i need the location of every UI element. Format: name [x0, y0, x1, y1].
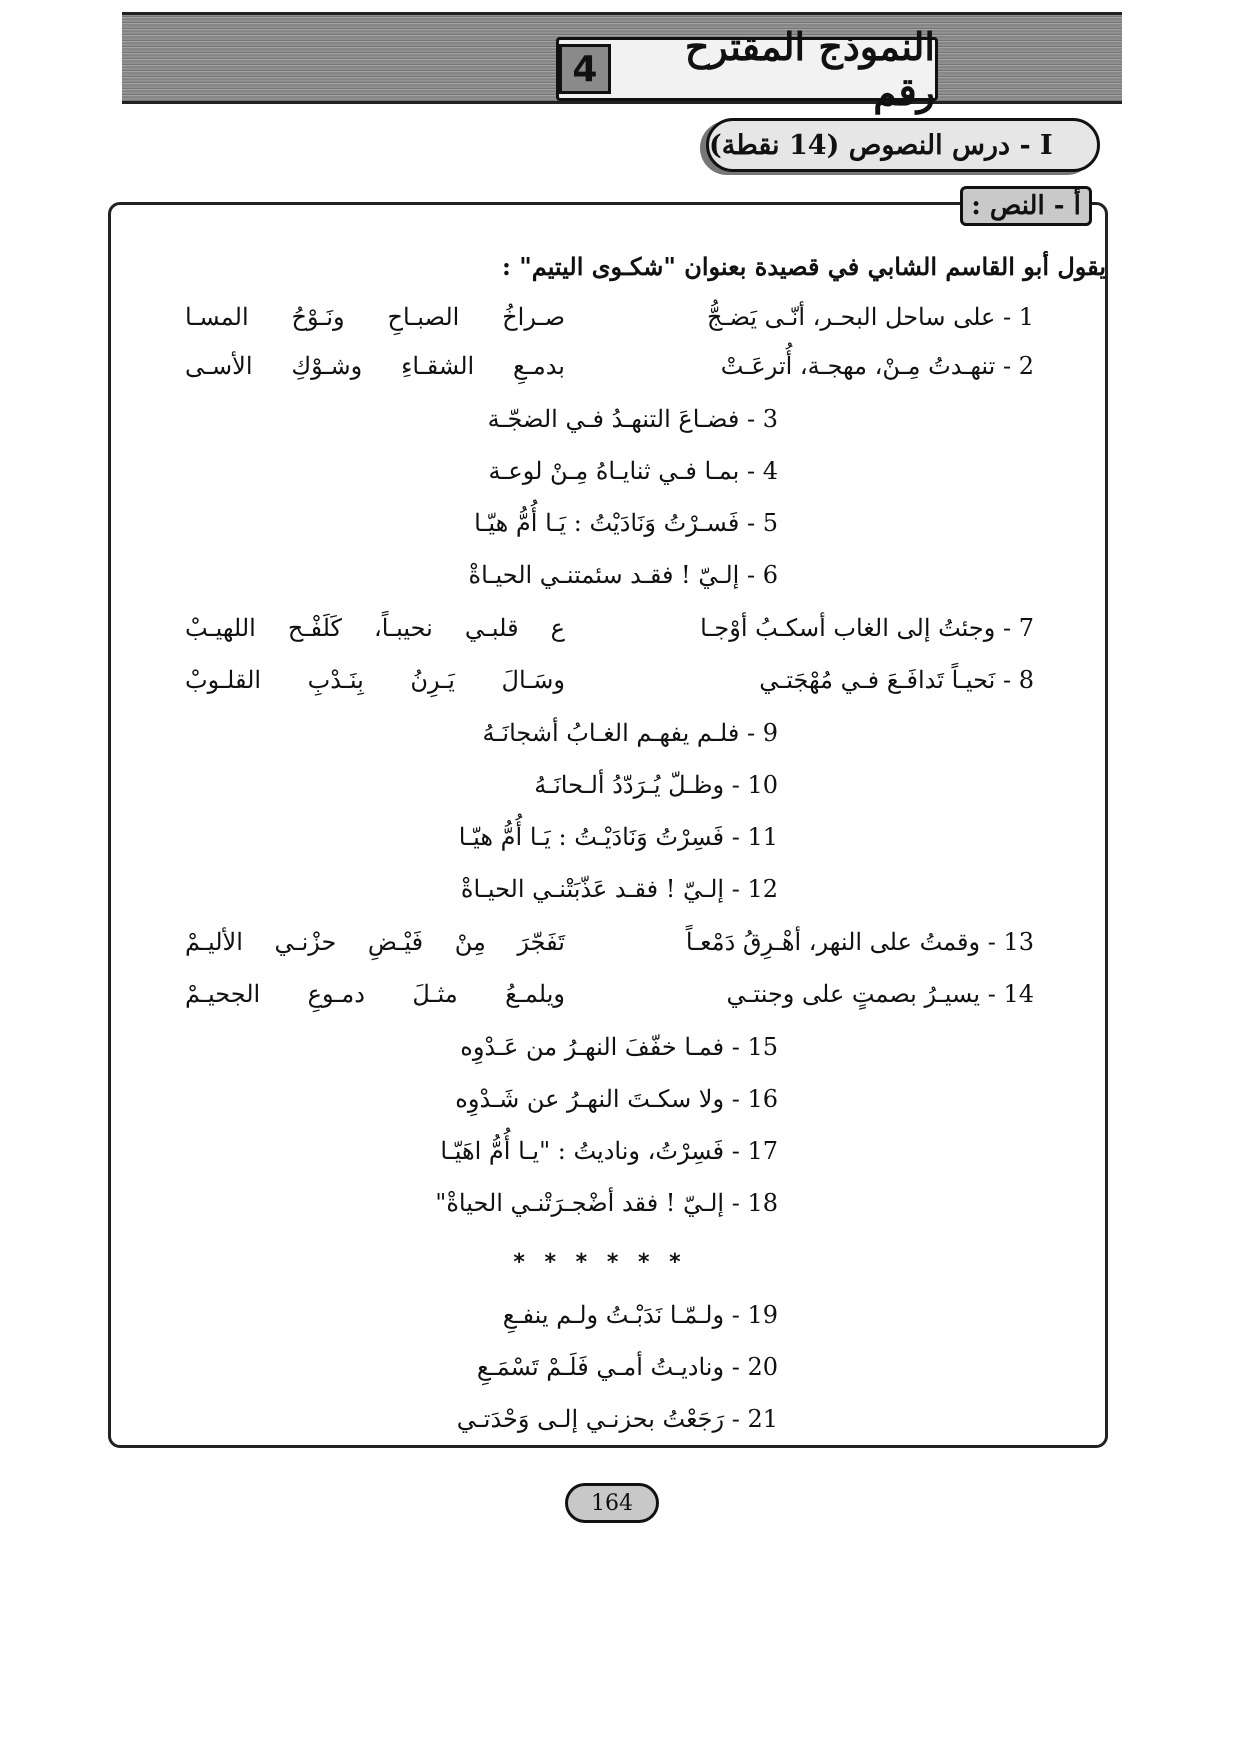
verse-19: 19 - ولـمّـا نَدَبْـتُ ولـم ينفـعِ — [502, 1301, 778, 1329]
verse-7-second: ع قلبـي نحيبـاً، كَلَفْـح اللهيـبْ — [185, 614, 565, 642]
verse-2-first: 2 - تنهـدتُ مِـنْ، مهجـة، أُترعَـتْ — [720, 352, 1034, 380]
verse-11: 11 - فَسِرْتُ وَنَادَيْـتُ : يَـا أُمُّ هيّـا — [458, 823, 778, 851]
verse-13-first: 13 - وقمتُ على النهر، أهْـرِقُ دَمْعـاً — [685, 928, 1034, 956]
verse-9: 9 - فلـم يفهـم الغـابُ أشجانَـهُ — [482, 719, 778, 747]
verse-20: 20 - وناديـتُ أمـي فَلَـمْ تَسْمَـعِ — [476, 1353, 778, 1381]
verse-14-second: ويلمـعُ مثـلَ دمـوعِ الجحيـمْ — [185, 980, 565, 1008]
verse-10: 10 - وظـلّ يُـرَدّدُ ألـحانَـهُ — [534, 771, 778, 799]
verse-13-second: تَفَجّرَ مِنْ فَيْـضِ حزْنـي الأليـمْ — [185, 928, 565, 956]
verse-16: 16 - ولا سكـتَ النهـرُ عن شَـدْوِه — [455, 1085, 778, 1113]
header-title-box — [556, 24, 938, 114]
verse-18: 18 - إلـيّ ! فقد أضْجـرَتْنـي الحياةْ" — [435, 1189, 778, 1217]
verse-1-first: 1 - على ساحل البحـر، أنّـى يَضـجُّ — [707, 303, 1034, 331]
verse-7-first: 7 - وجئتُ إلى الغاب أسكـبُ أوْجـا — [700, 614, 1034, 642]
verse-2-second: بدمـعِ الشقـاءِ وشـوْكِ الأسـى — [185, 352, 565, 380]
verse-8-second: وسَـالَ يَـرِنُ بِنَـدْبِ القلـوبْ — [185, 666, 565, 694]
verse-6: 6 - إلـيّ ! فقـد سئمتنـي الحيـاةْ — [468, 561, 778, 589]
verse-15: 15 - فمـا خفّفَ النهـرُ من عَـدْوِه — [460, 1033, 778, 1061]
verse-12: 12 - إلـيّ ! فقـد عَذّبَتْنـي الحيـاةْ — [460, 875, 778, 903]
verse-5: 5 - فَسـرْتُ وَنَادَيْتُ : يَـا أُمُّ هيّـا — [474, 509, 778, 537]
section-separator: * * * * * * — [513, 1250, 687, 1275]
model-number-badge: 4 — [559, 44, 611, 94]
header-banner — [122, 12, 1122, 114]
section-label: I - درس النصوص (14 نقطة) — [709, 129, 1053, 161]
section-heading — [706, 118, 1100, 172]
verse-8-first: 8 - نَحيـاً تَدافَـعَ فـي مُهْجَتـي — [759, 666, 1034, 694]
verse-17: 17 - فَسِرْتُ، وناديتُ : "يـا أُمُّ اهَيّـا — [440, 1137, 778, 1165]
verse-4: 4 - بمـا فـي ثنايـاهُ مِـنْ لوعـة — [488, 457, 778, 485]
verse-3: 3 - فضـاعَ التنهـدُ فـي الضجّـة — [487, 405, 778, 433]
header-title: النموذج المقترح رقم — [684, 24, 935, 114]
verse-1-second: صـراخُ الصبـاحِ ونَـوْحُ المسـا — [185, 303, 565, 331]
intro-line: يقول أبو القاسم الشابي في قصيدة بعنوان "شكـوى اليتيم" : — [502, 252, 1106, 281]
verse-21: 21 - رَجَعْتُ بحزنـي إلـى وَحْدَتـي — [456, 1405, 778, 1433]
text-label: أ - النص : — [960, 186, 1092, 226]
verse-14-first: 14 - يسيـرُ بصمتٍ على وجنتـي — [726, 980, 1034, 1008]
page-number: 164 — [565, 1483, 659, 1523]
